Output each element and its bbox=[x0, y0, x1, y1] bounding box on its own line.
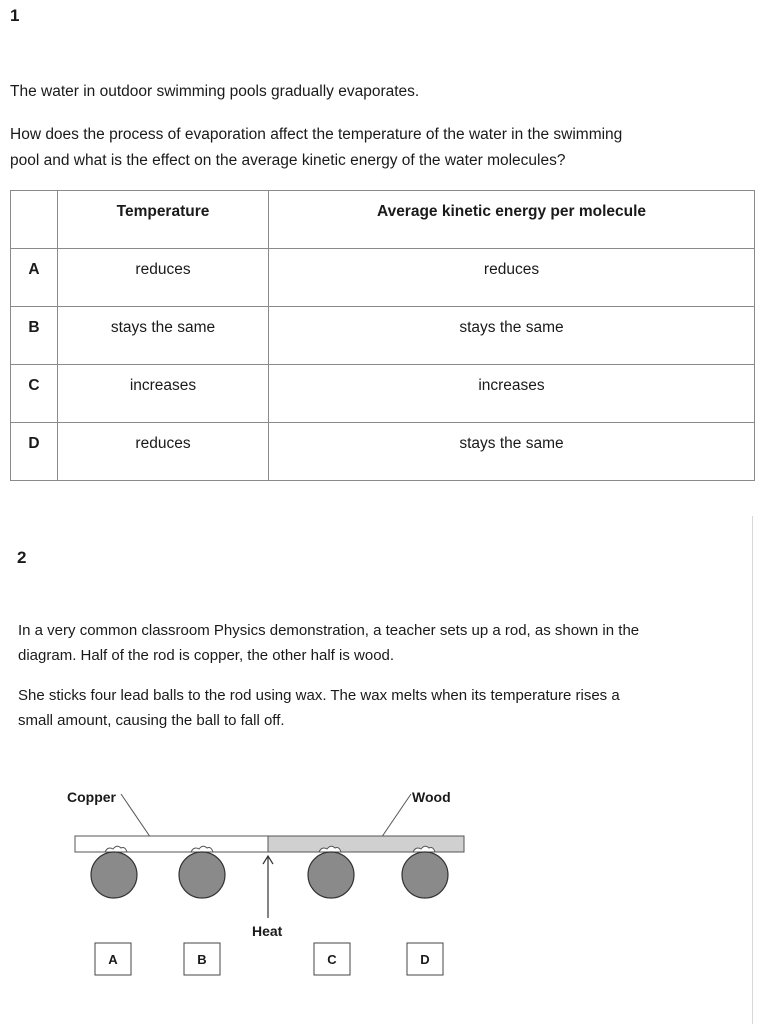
table-row bbox=[11, 423, 755, 481]
heat-label: Heat bbox=[252, 923, 283, 939]
q2-para1-line-2: diagram. Half of the rod is copper, the other half is wood. bbox=[18, 647, 395, 664]
question-1-intro bbox=[10, 79, 419, 105]
box-a-label: A bbox=[108, 952, 118, 967]
copper-rod bbox=[75, 836, 268, 852]
kinetic-energy-cell: stays the same bbox=[269, 307, 755, 365]
wood-rod bbox=[268, 836, 464, 852]
temperature-cell: reduces bbox=[58, 249, 269, 307]
temperature-cell: stays the same bbox=[58, 307, 269, 365]
box-b-label: B bbox=[197, 952, 207, 967]
table-row bbox=[11, 307, 755, 365]
table-row bbox=[11, 365, 755, 423]
copper-label: Copper bbox=[67, 789, 116, 805]
temperature-cell: reduces bbox=[58, 423, 269, 481]
table-header-row bbox=[11, 191, 755, 249]
option-letter: C bbox=[11, 365, 58, 423]
question-2-paragraph-1 bbox=[18, 618, 639, 668]
q2-para1-line-1: In a very common classroom Physics demonstration, a teacher sets up a rod, as shown in the bbox=[18, 622, 640, 639]
lead-ball-b bbox=[179, 852, 225, 898]
option-letter: A bbox=[11, 249, 58, 307]
header-kinetic-energy: Average kinetic energy per molecule bbox=[269, 191, 755, 249]
kinetic-energy-cell: increases bbox=[269, 365, 755, 423]
box-c-label: C bbox=[327, 952, 337, 967]
question-1-number: 1 bbox=[10, 6, 20, 25]
kinetic-energy-cell: reduces bbox=[269, 249, 755, 307]
header-blank bbox=[11, 191, 58, 249]
q1-intro-text: The water in outdoor swimming pools gradually evaporates. bbox=[10, 83, 420, 100]
answer-choices-table bbox=[10, 190, 755, 481]
wood-label: Wood bbox=[412, 789, 451, 805]
table-row bbox=[11, 249, 755, 307]
lead-ball-d bbox=[402, 852, 448, 898]
q2-para2-line-1: She sticks four lead balls to the rod using wax. The wax melts when its temperature rises a bbox=[18, 687, 620, 704]
q1-prompt-line-2: pool and what is the effect on the average kinetic energy of the water molecules? bbox=[10, 152, 566, 169]
header-temperature: Temperature bbox=[58, 191, 269, 249]
question-1-prompt bbox=[10, 122, 622, 174]
option-letter: D bbox=[11, 423, 58, 481]
lead-ball-a bbox=[91, 852, 137, 898]
question-2-number: 2 bbox=[17, 548, 27, 567]
lead-ball-c bbox=[308, 852, 354, 898]
box-d-label: D bbox=[420, 952, 430, 967]
rod-diagram bbox=[55, 778, 475, 988]
q1-prompt-line-1: How does the process of evaporation affect the temperature of the water in the swimming bbox=[10, 126, 623, 143]
question-2-paragraph-2 bbox=[18, 683, 620, 733]
kinetic-energy-cell: stays the same bbox=[269, 423, 755, 481]
temperature-cell: increases bbox=[58, 365, 269, 423]
option-letter: B bbox=[11, 307, 58, 365]
q2-para2-line-2: small amount, causing the ball to fall off. bbox=[18, 712, 285, 729]
section-divider bbox=[752, 516, 753, 1024]
